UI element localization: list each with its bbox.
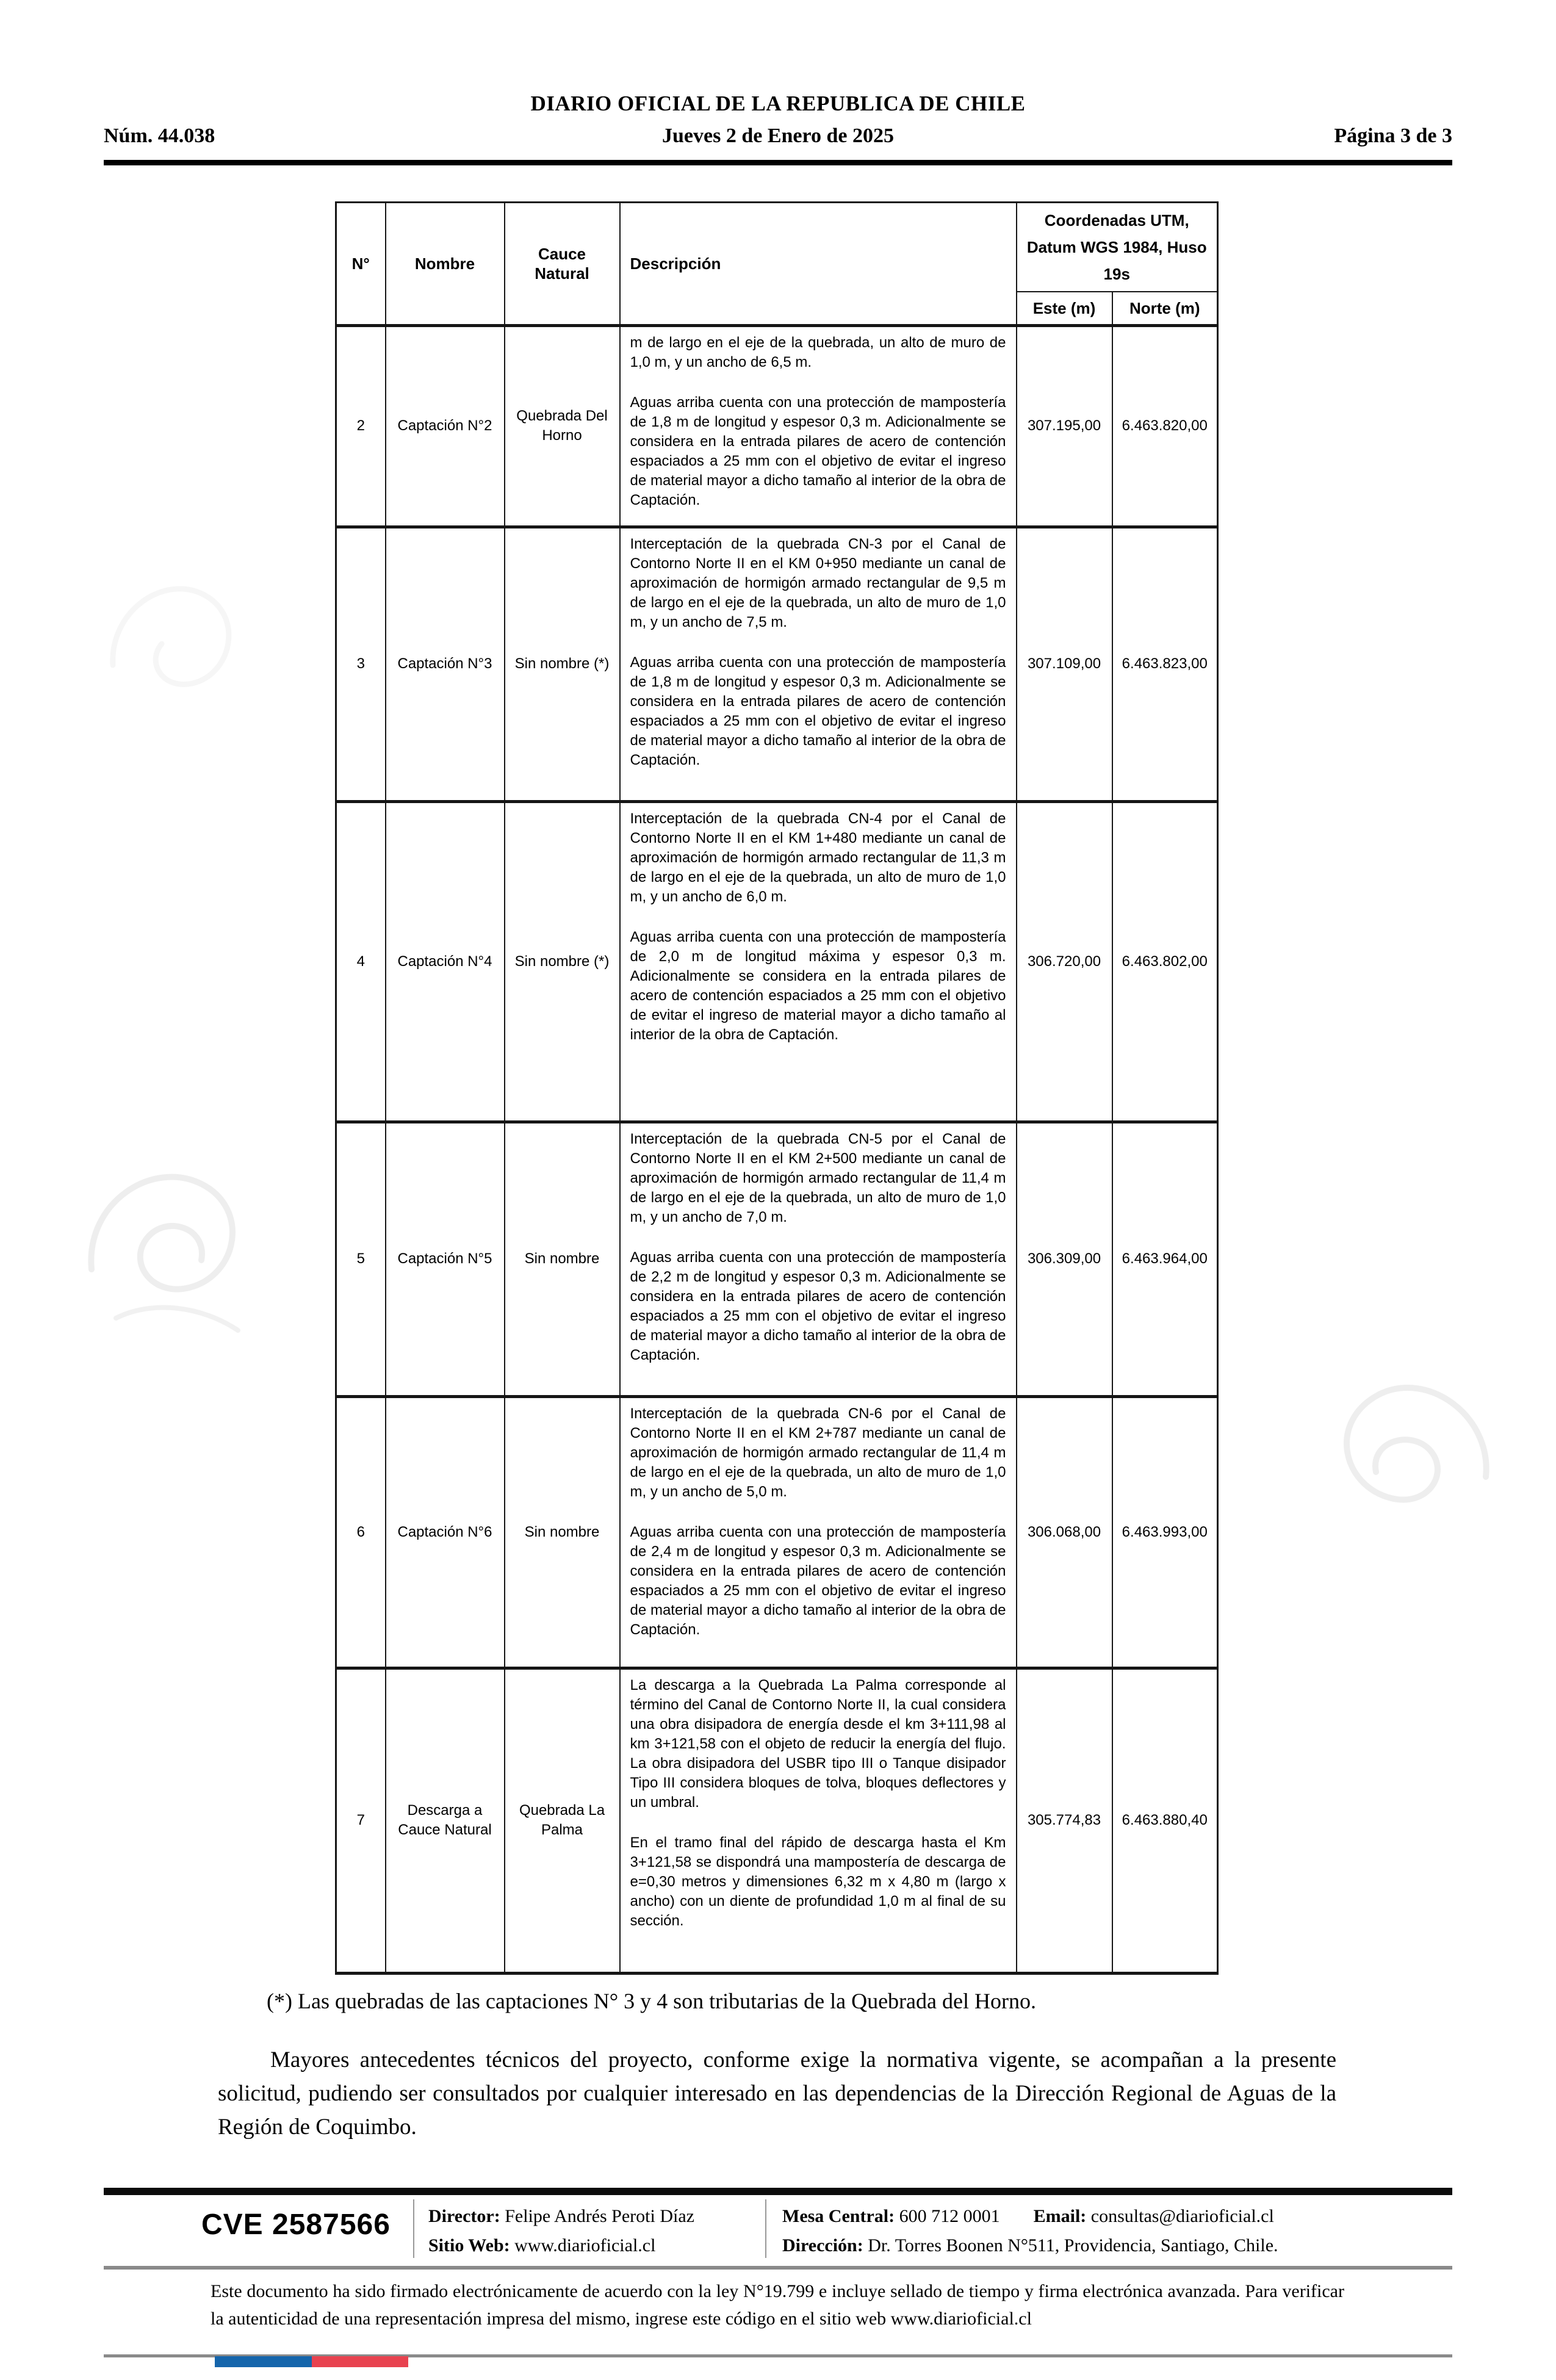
col-header-este: Este (m) [1017, 292, 1112, 325]
name-cell: Captación N°6 [386, 1396, 505, 1668]
mesa-central-value: 600 712 0001 [899, 2206, 1000, 2226]
col-header-nombre: Nombre [386, 203, 505, 326]
table-row [336, 1122, 1218, 1396]
north-coordinate-cell: 6.463.802,00 [1112, 801, 1218, 1122]
publication-date: Jueves 2 de Enero de 2025 [662, 124, 894, 147]
description-paragraph: En el tramo final del rápido de descarga hasta el Km 3+121,58 se dispondrá una mampostería de descarga de e=0,30 metros y dimensiones 6,32 m x 4,80 m (largo x ancho) con un diente de profundidad 1,0 m al final de su sección. [630, 1834, 1006, 1929]
footer-contact-block [782, 2202, 1278, 2260]
watercourse-cell: Sin nombre [505, 1122, 620, 1396]
description-paragraph: Interceptación de la quebrada CN-6 por el Canal de Contorno Norte II en el KM 2+787 mediante un canal de aproximación de hormigón armado rectangular de 11,4 m de largo en el eje de la quebrada, un alto de muro de 1,0 m, y un ancho de 5,0 m. [630, 1405, 1006, 1500]
east-coordinate-cell: 306.309,00 [1017, 1122, 1112, 1396]
mesa-email-line [782, 2202, 1278, 2231]
name-cell: Captación N°2 [386, 325, 505, 527]
table-row [336, 325, 1218, 527]
description-paragraph: Aguas arriba cuenta con una protección de mampostería de 2,2 m de longitud y espesor 0,3 m. Adicionalmente se considera en la entrada pilares de acero de contención espaciados a 25 mm con el objetivo de evitar el ingreso de material mayor a dicho tamaño al interior de la obra de Captación. [630, 1249, 1006, 1363]
direccion-value: Dr. Torres Boonen N°511, Providencia, Santiago, Chile. [868, 2235, 1278, 2256]
description-paragraph: Interceptación de la quebrada CN-5 por el Canal de Contorno Norte II en el KM 2+500 mediante un canal de aproximación de hormigón armado rectangular de 11,4 m de largo en el eje de la quebrada, un alto de muro de 1,0 m, y un ancho de 7,0 m. [630, 1130, 1006, 1225]
description-paragraph: Aguas arriba cuenta con una protección de mampostería de 1,8 m de longitud y espesor 0,3 m. Adicionalmente se considera en la entrada pilares de acero de contención espaciados a 25 mm con el objetivo de evitar el ingreso de material mayor a dicho tamaño al interior de la obra de Captación. [630, 394, 1006, 508]
description-paragraph: m de largo en el eje de la quebrada, un alto de muro de 1,0 m, y un ancho de 6,5 m. [630, 334, 1006, 370]
mesa-central-label: Mesa Central: [782, 2206, 895, 2226]
sitio-web-value: www.diarioficial.cl [514, 2235, 656, 2256]
col-header-cauce: Cauce Natural [505, 203, 620, 326]
east-coordinate-cell: 307.195,00 [1017, 325, 1112, 527]
watercourse-cell: Sin nombre (*) [505, 527, 620, 801]
description-cell [620, 1396, 1017, 1668]
name-cell: Captación N°3 [386, 527, 505, 801]
legal-notice: Este documento ha sido firmado electrónicamente de acuerdo con la ley N°19.799 e incluye sellado de tiempo y firma electrónica avanzada. Para verificar la autenticidad de una representación impresa del mismo, ingrese este código en el sitio web www.diarioficial.cl [211, 2281, 1344, 2329]
row-number-cell: 5 [336, 1122, 386, 1396]
description-paragraph: Interceptación de la quebrada CN-4 por el Canal de Contorno Norte II en el KM 1+480 mediante un canal de aproximación de hormigón armado rectangular de 11,3 m de largo en el eje de la quebrada, un alto de muro de 1,0 m, y un ancho de 6,0 m. [630, 810, 1006, 905]
description-paragraph: Interceptación de la quebrada CN-3 por el Canal de Contorno Norte II en el KM 0+950 mediante un canal de aproximación de hormigón armado rectangular de 9,5 m de largo en el eje de la quebrada, un alto de muro de 1,0 m, y un ancho de 7,5 m. [630, 535, 1006, 630]
footer-separator-rule [104, 2266, 1452, 2270]
east-coordinate-cell: 306.068,00 [1017, 1396, 1112, 1668]
east-coordinate-cell: 307.109,00 [1017, 527, 1112, 801]
col-header-descripcion: Descripción [620, 203, 1017, 326]
watermark-flourish-icon [1300, 1361, 1501, 1544]
watercourse-cell: Sin nombre (*) [505, 801, 620, 1122]
asterisk-footnote: (*) Las quebradas de las captaciones N° 3 y 4 son tributarias de la Quebrada del Horno. [267, 1989, 1036, 2013]
footer-top-rule [104, 2188, 1452, 2195]
flag-red-segment [312, 2356, 408, 2367]
watermark-flourish-icon [79, 1147, 275, 1349]
col-header-norte: Norte (m) [1112, 292, 1218, 325]
table-row [336, 1668, 1218, 1973]
direccion-label: Dirección: [782, 2235, 863, 2256]
flag-blue-segment [215, 2356, 312, 2367]
footer-divider [413, 2199, 414, 2258]
email-label: Email: [1033, 2206, 1087, 2226]
sitio-web-line [428, 2231, 694, 2260]
north-coordinate-cell: 6.463.964,00 [1112, 1122, 1218, 1396]
description-cell [620, 527, 1017, 801]
watercourse-cell: Sin nombre [505, 1396, 620, 1668]
description-paragraph: Aguas arriba cuenta con una protección de mampostería de 2,0 m de longitud máxima y espesor 0,3 m. Adicionalmente se considera en la entrada pilares de acero de contención espaciados a 25 mm con el objetivo de evitar el ingreso de material mayor a dicho tamaño al interior de la obra de Captación. [630, 928, 1006, 1043]
flag-bar [215, 2356, 408, 2367]
row-number-cell: 6 [336, 1396, 386, 1668]
col-header-coordenadas: Coordenadas UTM, Datum WGS 1984, Huso 19s [1017, 203, 1218, 292]
north-coordinate-cell: 6.463.820,00 [1112, 325, 1218, 527]
name-cell: Captación N°4 [386, 801, 505, 1122]
page-number: Página 3 de 3 [1334, 124, 1452, 147]
page-title: DIARIO OFICIAL DE LA REPUBLICA DE CHILE [530, 92, 1026, 115]
watercourse-cell: Quebrada La Palma [505, 1668, 620, 1973]
north-coordinate-cell: 6.463.993,00 [1112, 1396, 1218, 1668]
description-paragraph: Aguas arriba cuenta con una protección de mampostería de 2,4 m de longitud y espesor 0,3 m. Adicionalmente se considera en la entrada pilares de acero de contención espaciados a 25 mm con el objetivo de evitar el ingreso de material mayor a dicho tamaño al interior de la obra de Captación. [630, 1523, 1006, 1638]
row-number-cell: 7 [336, 1668, 386, 1973]
description-paragraph: La descarga a la Quebrada La Palma corresponde al término del Canal de Contorno Norte II, la cual considera una obra disipadora de energía desde el km 3+111,98 al km 3+121,58 con el objeto de reducir la energía del flujo. La obra disipadora del USBR tipo III o Tanque disipador Tipo III considera bloques de tolva, bloques deflectores y un umbral. [630, 1676, 1006, 1811]
row-number-cell: 3 [336, 527, 386, 801]
description-cell [620, 1668, 1017, 1973]
description-cell [620, 325, 1017, 527]
cve-code: CVE 2587566 [201, 2209, 391, 2241]
north-coordinate-cell: 6.463.880,40 [1112, 1668, 1218, 1973]
director-line [428, 2202, 694, 2231]
table-header-row-1 [336, 203, 1218, 292]
east-coordinate-cell: 305.774,83 [1017, 1668, 1112, 1973]
east-coordinate-cell: 306.720,00 [1017, 801, 1112, 1122]
sitio-web-label: Sitio Web: [428, 2235, 510, 2256]
issue-number: Núm. 44.038 [104, 124, 215, 147]
row-number-cell: 4 [336, 801, 386, 1122]
north-coordinate-cell: 6.463.823,00 [1112, 527, 1218, 801]
description-paragraph: Aguas arriba cuenta con una protección de mampostería de 1,8 m de longitud y espesor 0,3 m. Adicionalmente se considera en la entrada pilares de acero de contención espaciados a 25 mm con el objetivo de evitar el ingreso de material mayor a dicho tamaño al interior de la obra de Captación. [630, 654, 1006, 768]
watercourse-cell: Quebrada Del Horno [505, 325, 620, 527]
footer-director-block [428, 2202, 694, 2260]
footer-divider [765, 2199, 766, 2258]
director-label: Director: [428, 2206, 500, 2226]
name-cell: Descarga a Cauce Natural [386, 1668, 505, 1973]
row-number-cell: 2 [336, 325, 386, 527]
description-cell [620, 1122, 1017, 1396]
closing-paragraph: Mayores antecedentes técnicos del proyecto, conforme exige la normativa vigente, se acompañan a la presente solicitud, pudiendo ser consultados por cualquier interesado en las dependencias de la Dirección Regional de Aguas de la Región de Coquimbo. [218, 2047, 1336, 2140]
header-rule [104, 160, 1452, 165]
description-cell [620, 801, 1017, 1122]
watermark-flourish-icon [98, 561, 256, 732]
table-row [336, 527, 1218, 801]
direccion-line [782, 2231, 1278, 2260]
captaciones-table [335, 201, 1219, 1975]
email-value: consultas@diarioficial.cl [1090, 2206, 1274, 2226]
col-header-num: N° [336, 203, 386, 326]
table-row [336, 801, 1218, 1122]
name-cell: Captación N°5 [386, 1122, 505, 1396]
director-value: Felipe Andrés Peroti Díaz [505, 2206, 694, 2226]
table-row [336, 1396, 1218, 1668]
